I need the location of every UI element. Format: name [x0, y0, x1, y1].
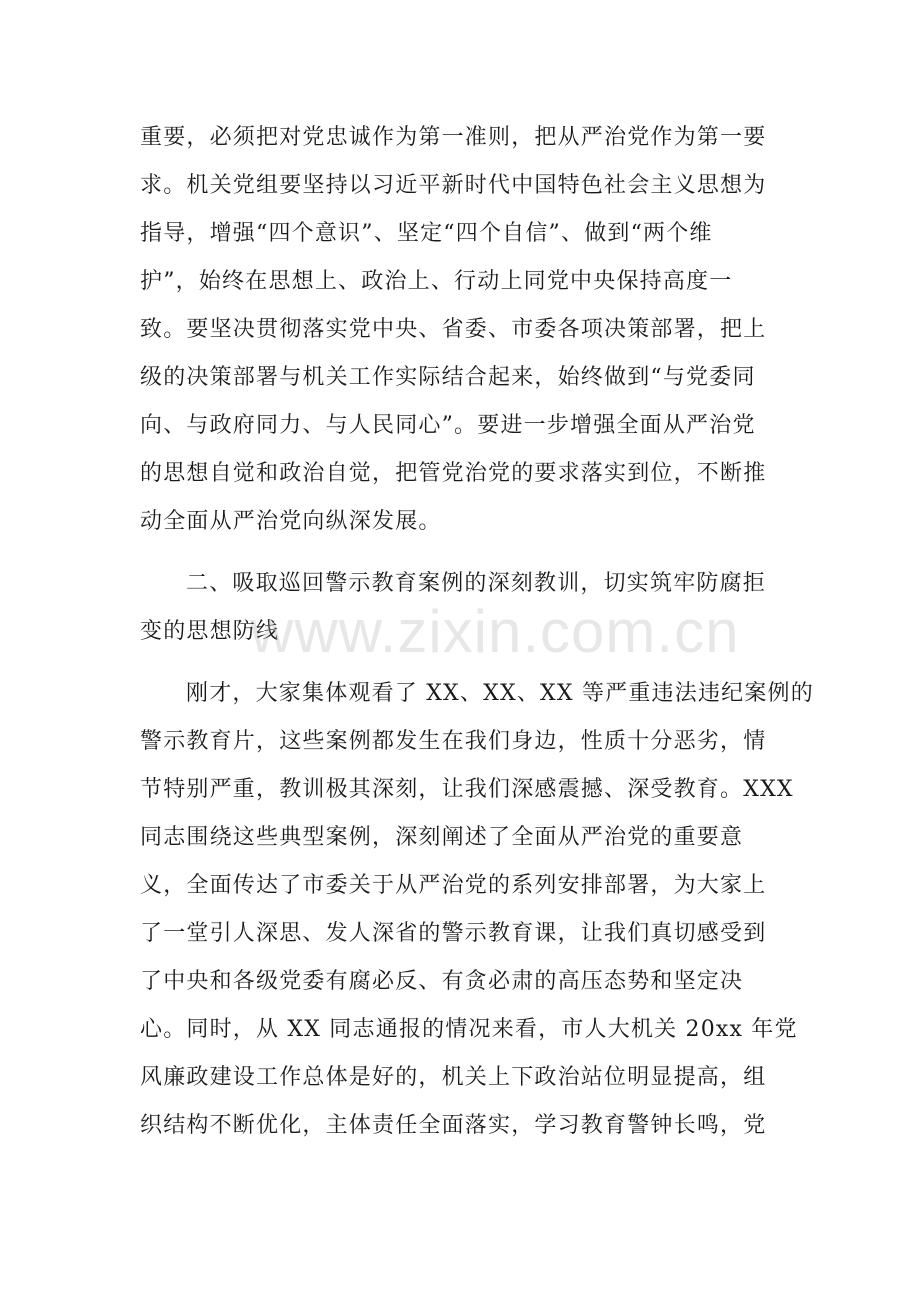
paragraph-line: 同志围绕这些典型案例，深刻阐述了全面从严治党的重要意 — [140, 825, 744, 850]
paragraph-line: 重要，必须把对党忠诚作为第一准则，把从严治党作为第一要 — [140, 125, 767, 150]
paragraph-line: 风廉政建设工作总体是好的，机关上下政治站位明显提高，组 — [140, 1065, 767, 1090]
section-heading-line: 变的思想防线 — [140, 619, 280, 644]
section-heading-line: 二、吸取巡回警示教育案例的深刻教训，切实筑牢防腐拒 — [186, 571, 767, 596]
paragraph-line: 织结构不断优化，主体责任全面落实，学习教育警钟长鸣，党 — [140, 1113, 767, 1138]
watermark: www.zixin.com.cn — [250, 598, 740, 665]
paragraph-line: 刚才，大家集体观看了 XX、XX、XX 等严重违法违纪案例的 — [186, 681, 814, 706]
paragraph-line: 警示教育片，这些案例都发生在我们身边，性质十分恶劣，情 — [140, 729, 767, 754]
paragraph-line: 了中央和各级党委有腐必反、有贪必肃的高压态势和坚定决 — [140, 969, 744, 994]
paragraph-line: 护”，始终在思想上、政治上、行动上同党中央保持高度一 — [140, 269, 733, 294]
paragraph-line: 向、与政府同力、与人民同心”。要进一步增强全面从严治党 — [140, 413, 756, 438]
paragraph-line: 级的决策部署与机关工作实际结合起来，始终做到“与党委同 — [140, 365, 756, 390]
paragraph-line: 了一堂引人深思、发人深省的警示教育课，让我们真切感受到 — [140, 921, 767, 946]
paragraph-line: 的思想自觉和政治自觉，把管党治党的要求落实到位，不断推 — [140, 461, 767, 486]
paragraph-line: 动全面从严治党向纵深发展。 — [140, 509, 442, 534]
paragraph-line: 致。要坚决贯彻落实党中央、省委、市委各项决策部署，把上 — [140, 317, 767, 342]
paragraph-line: 求。机关党组要坚持以习近平新时代中国特色社会主义思想为 — [140, 173, 767, 198]
paragraph-line: 节特别严重，教训极其深刻，让我们深感震撼、深受教育。XXX — [140, 777, 794, 802]
paragraph-line: 义，全面传达了市委关于从严治党的系列安排部署，为大家上 — [140, 873, 767, 898]
paragraph-line: 心。同时，从 XX 同志通报的情况来看，市人大机关 20xx 年党 — [140, 1017, 798, 1042]
paragraph-line: 指导，增强“四个意识”、坚定“四个自信”、做到“两个维 — [140, 221, 713, 246]
